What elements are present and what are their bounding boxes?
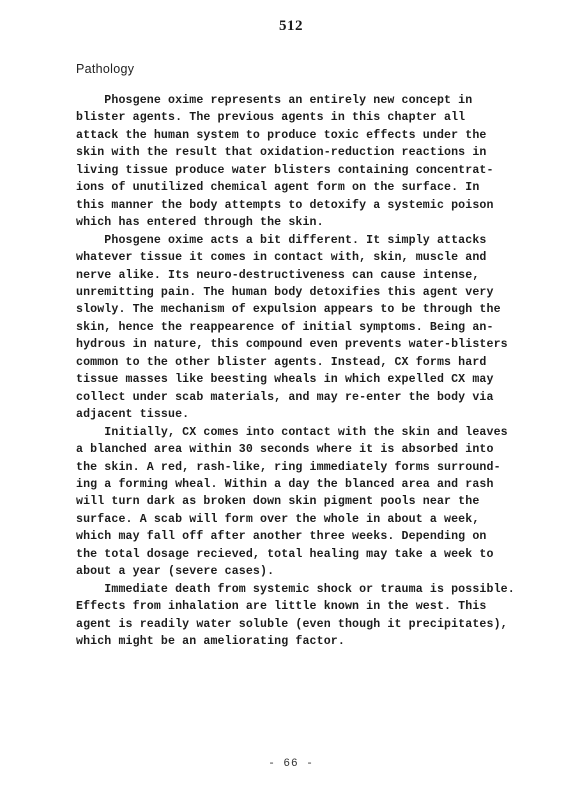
text-line: blister agents. The previous agents in this chapter all [76, 111, 466, 125]
text-line: attack the human system to produce toxic effects under the [76, 128, 487, 142]
text-line: slowly. The mechanism of expulsion appears to be through the [76, 303, 501, 317]
text-line: ions of unutilized chemical agent form on the surface. In [76, 181, 480, 195]
text-line: hydrous in nature, this compound even prevents water-blisters [76, 338, 508, 352]
text-line: surface. A scab will form over the whole in about a week, [76, 512, 480, 526]
text-line: this manner the body attempts to detoxify a systemic poison [76, 198, 494, 212]
paragraph-4 [76, 581, 546, 651]
text-line: collect under scab materials, and may re-enter the body via [76, 390, 494, 404]
text-line: the skin. A red, rash-like, ring immediately forms surround- [76, 460, 501, 474]
text-line: Immediate death from systemic shock or trauma is possible. [76, 582, 515, 596]
text-line: skin, hence the reappearence of initial symptoms. Being an- [76, 320, 494, 334]
text-line: the total dosage recieved, total healing may take a week to [76, 547, 494, 561]
text-line: a blanched area within 30 seconds where it is absorbed into [76, 443, 494, 457]
text-line: nerve alike. Its neuro-destructiveness can cause intense, [76, 268, 480, 282]
paragraph-3 [76, 424, 546, 581]
page-number: 512 [279, 18, 303, 34]
text-line: unremitting pain. The human body detoxifies this agent very [76, 285, 494, 299]
text-line: ing a forming wheal. Within a day the blanced area and rash [76, 477, 494, 491]
footer-page-mark: - 66 - [268, 758, 314, 770]
text-line: Initially, CX comes into contact with the skin and leaves [76, 425, 508, 439]
text-line: Phosgene oxime represents an entirely new concept in [76, 94, 473, 107]
text-line: tissue masses like beesting wheals in which expelled CX may [76, 373, 494, 387]
text-line: Effects from inhalation are little known in the west. This [76, 600, 487, 614]
text-line: common to the other blister agents. Instead, CX forms hard [76, 355, 487, 369]
text-line: which has entered through the skin. [76, 216, 324, 230]
paragraph-2 [76, 232, 546, 424]
text-line: living tissue produce water blisters containing concentrat- [76, 163, 494, 177]
text-line: which may fall off after another three weeks. Depending on [76, 530, 487, 544]
text-line: about a year (severe cases). [76, 565, 275, 579]
text-line: Phosgene oxime acts a bit different. It simply attacks [76, 233, 487, 247]
text-line: which might be an ameliorating factor. [76, 635, 345, 649]
text-line: agent is readily water soluble (even though it precipitates), [76, 617, 508, 631]
paragraph-1 [76, 92, 546, 232]
text-line: will turn dark as broken down skin pigment pools near the [76, 495, 480, 509]
text-line: adjacent tissue. [76, 408, 190, 422]
body-text [76, 92, 546, 651]
text-line: skin with the result that oxidation-reduction reactions in [76, 146, 487, 160]
section-heading: Pathology [76, 62, 135, 76]
text-line: whatever tissue it comes in contact with, skin, muscle and [76, 251, 487, 265]
